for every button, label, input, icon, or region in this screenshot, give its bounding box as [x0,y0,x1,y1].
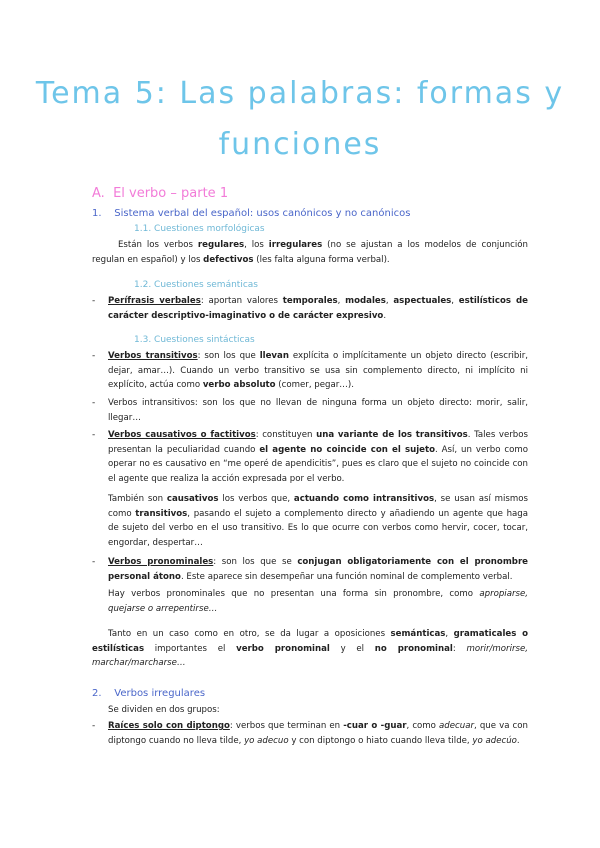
page-title-line-1: Tema 5: Las palabras: formas y [35,76,565,111]
text-span: morir/morirse, marchar/marcharse… [92,643,529,668]
subsection-1-2-heading: 1.2. Cuestiones semánticas [134,280,258,290]
text-span: yo adecúo [472,735,517,746]
text-span: una variante de los transitivos [316,430,468,440]
term-raices-diptongo: Raíces solo con diptongo [108,721,230,731]
text-span: verbo absoluto [202,380,276,390]
text-span: . Así, un verbo como operar no es causativo en “me operé de apendicitis”, pues es claro que el sujeto no coincide con el agente que realiza la acción expresada por el verbo. [108,444,528,484]
text-span: y con diptongo o hiato cuando lleva tilde, [288,735,473,746]
text-span: temporales [282,296,338,306]
section-a-heading [92,186,228,201]
section-1-text: Sistema verbal del español: usos canónicos y no canónicos [114,208,411,219]
text-span: : son los que [197,351,260,361]
bold-regulares: regulares [197,240,245,250]
bold-defectivos: defectivos [203,254,254,265]
term-verbos-causativos: Verbos causativos o factitivos [108,430,256,440]
text-span: También son [108,494,167,504]
text-span: Tanto en un caso como en otro, se da lugar a oposiciones [108,629,391,639]
text-span: (les falta alguna forma verbal). [253,254,390,265]
section-a-label: A. [92,186,105,201]
section-2-text: Verbos irregulares [114,688,206,699]
text-span: estilísticos de carácter descriptivo-imaginativo o de carácter expresivo [108,296,528,321]
text-span: gramaticales o estilísticas [92,629,528,654]
subsection-1-1-heading: 1.1. Cuestiones morfológicas [134,224,265,234]
text-span: (no se ajustan a los modelos de conjunción regulan en español) y los [92,240,528,265]
text-span: aspectuales [393,296,452,306]
bullet-marker: - [92,398,96,408]
text-span: el agente no coincide con el sujeto [259,444,436,455]
item-raices-diptongo [108,719,528,748]
text-span: . [516,735,520,746]
text-span: verbo pronominal [236,643,330,654]
text-span: importantes el [144,643,237,654]
text-span: . Tales verbos presentan la peculiaridad cuando [108,430,528,455]
bullet-marker: - [92,721,96,731]
text-span: explícita o implícitamente un objeto directo (escribir, dejar, amar…). Cuando un verbo transitivo se usa sin complemento directo, ni implícito ni explícito, actúa como [108,351,528,390]
text-span: , pasando el sujeto a complemento directo y añadiendo un agente que haga de sujeto del verbo en el uso transitivo. Es lo que ocurre con verbos como hervir, cocer, tocar, engordar, despertar… [108,508,529,548]
subsection-1-3-heading: 1.3. Cuestiones sintácticas [134,335,255,345]
text-span: , que va con diptongo cuando no lleva tilde, [108,721,528,746]
text-span: Están los verbos [118,240,198,250]
paragraph-pronominales-2 [108,587,528,616]
section-1-label: 1. [92,208,102,219]
item-verbos-causativos [108,428,528,486]
text-span: causativos [166,494,219,504]
text-span: y el [329,643,375,654]
text-span: . [383,310,387,321]
term-perifrasis: Perífrasis verbales [108,296,201,306]
text-span: yo adecuo [244,735,289,746]
item-verbos-transitivos [108,349,528,393]
item-perifrasis [108,294,528,323]
text-span: (comer, pegar…). [275,380,354,390]
bullet-marker: - [92,430,96,440]
section-a-text: El verbo – parte 1 [113,186,229,201]
text-span: , se usan así mismos como [108,494,529,519]
text-span: : verbos que terminan en [229,721,344,731]
text-span: actuando como intransitivos [293,494,435,504]
paragraph-causativos-2 [108,492,528,550]
text-span: Hay verbos pronominales que no presentan una forma sin pronombre, como [108,589,480,599]
text-span: no pronominal [374,643,453,654]
text-span: , [451,296,459,306]
item-verbos-intransitivos: Verbos intransitivos: son los que no llevan de ninguna forma un objeto directo: morir, salir, llegar… [108,398,528,423]
text-span: : son los que se [213,557,298,567]
text-span: adecuar [439,721,475,731]
text-span: , [385,296,394,306]
term-verbos-pronominales: Verbos pronominales [108,557,214,567]
text-span: : [452,643,467,654]
item-verbos-pronominales [108,555,528,584]
text-span: , [445,629,454,639]
text-span: : constituyen [255,430,317,440]
text-span: apropiarse, quejarse o arrepentirse… [108,589,528,614]
bullet-marker: - [92,351,96,361]
text-span: , [337,296,346,306]
text-span: , los [244,240,269,250]
text-span: : aportan valores [200,296,283,306]
text-span: -cuar o -guar [343,721,407,731]
section-2-heading [92,688,205,699]
text-span: transitivos [135,508,188,519]
bullet-marker: - [92,296,96,306]
text-span: llevan [259,351,289,361]
page-title-line-2: funciones [218,127,382,162]
section-2-intro: Se dividen en dos grupos: [108,705,220,715]
paragraph-tanto [92,627,528,671]
bullet-marker: - [92,557,96,567]
section-1-heading [92,208,410,219]
text-span: modales [345,296,386,306]
term-verbos-transitivos: Verbos transitivos [108,351,198,361]
text-span: semánticas [390,629,446,639]
bold-irregulares: irregulares [268,240,323,250]
section-2-label: 2. [92,688,102,699]
text-span: . Este aparece sin desempeñar una función nominal de complemento verbal. [180,571,513,582]
paragraph-morfologicas [92,238,528,267]
text-span: conjugan obligatoriamente con el pronombre personal átono [108,557,529,582]
text-span: , como [406,721,440,731]
text-span: los verbos que, [218,494,294,504]
